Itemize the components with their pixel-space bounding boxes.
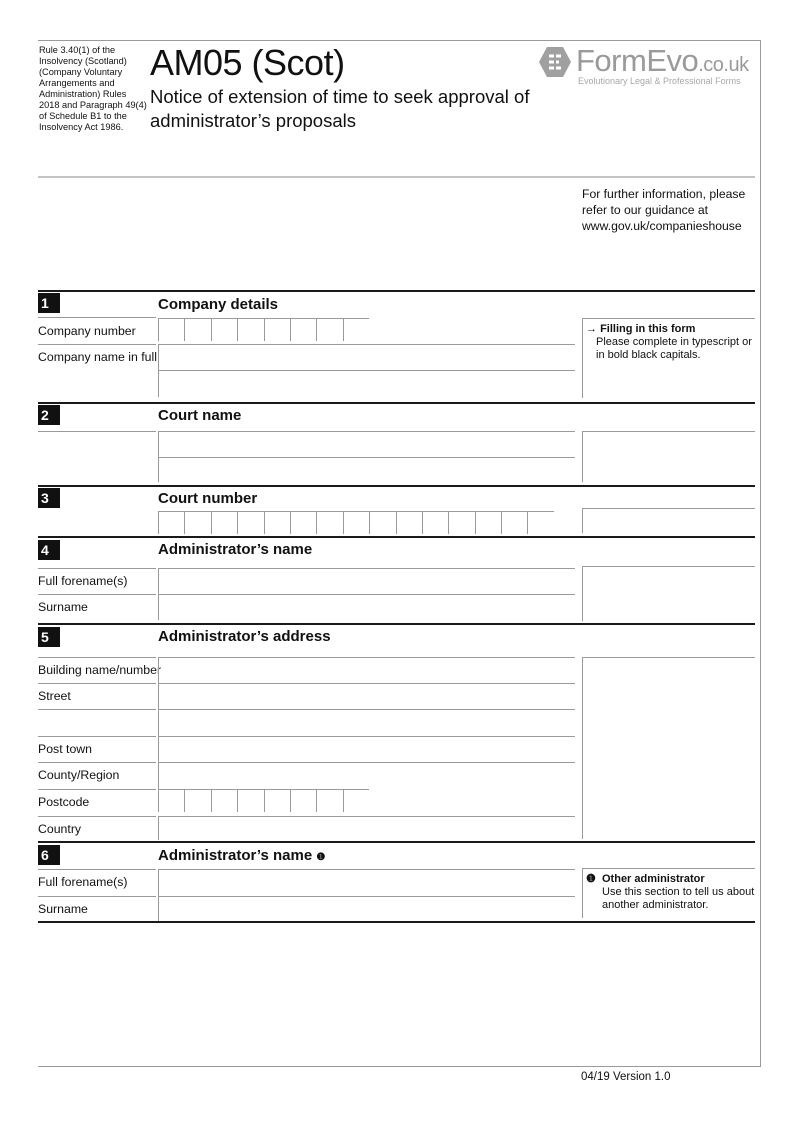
section-6-bottom-bar <box>38 921 755 923</box>
county-input[interactable] <box>158 762 575 789</box>
side-note-box <box>582 431 755 482</box>
administrator-forename-input[interactable] <box>158 568 575 594</box>
form-subtitle: Notice of extension of time to seek approval of administrator’s proposals <box>150 86 530 131</box>
formevo-logo <box>538 44 758 90</box>
character-box[interactable] <box>237 511 263 534</box>
surname-label: Surname <box>38 600 88 614</box>
county-label: County/Region <box>38 768 120 782</box>
postcode-label: Postcode <box>38 795 90 809</box>
page-frame-bottom <box>38 1066 761 1067</box>
form-code: AM05 (Scot) <box>150 42 345 83</box>
section-5-bar <box>38 623 755 625</box>
section-5-number: 5 <box>38 627 60 647</box>
info-marker-icon: ❶ <box>586 873 596 885</box>
note-title: Other administrator <box>602 873 705 885</box>
section-3-bar <box>38 485 755 487</box>
label-divider <box>38 896 156 897</box>
character-box[interactable] <box>343 789 369 812</box>
further-information-text: For further information, please refer to our guidance at www.gov.uk/companieshouse <box>582 187 746 233</box>
company-name-label: Company name in full <box>38 350 157 364</box>
section-1-number: 1 <box>38 293 60 313</box>
label-divider <box>38 431 156 432</box>
arrow-right-icon: → <box>586 323 597 335</box>
form-version: 04/19 Version 1.0 <box>581 1071 671 1083</box>
administrator-2-forename-input[interactable] <box>158 869 575 896</box>
legislation-reference: Rule 3.40(1) of the Insolvency (Scotland) (Company Voluntary Arrangements and Administration) Rules 2018 and Paragraph 49(4) of Schedule B1 to the Insolvency Act 1986. <box>39 45 147 132</box>
character-box[interactable] <box>184 318 210 341</box>
side-note-box <box>582 566 755 621</box>
section-3-title: Court number <box>158 490 258 507</box>
section-6-bar <box>38 841 755 843</box>
post-town-input[interactable] <box>158 736 575 762</box>
section-6-number: 6 <box>38 845 60 865</box>
label-divider <box>38 789 156 790</box>
street-input-line-1[interactable] <box>158 683 575 709</box>
label-divider <box>38 344 156 345</box>
character-box[interactable] <box>237 789 263 812</box>
section-2-title: Court name <box>158 407 242 424</box>
character-box[interactable] <box>211 318 237 341</box>
character-box[interactable] <box>290 789 316 812</box>
forename-label: Full forename(s) <box>38 574 128 588</box>
character-box[interactable] <box>158 789 184 812</box>
logo-word: FormEvo <box>576 43 699 78</box>
label-divider <box>38 317 156 318</box>
section-6-title-text: Administrator’s name <box>158 847 313 864</box>
note-body: Use this section to tell us about another administrator. <box>602 886 755 911</box>
character-box[interactable] <box>369 511 395 534</box>
company-number-label: Company number <box>38 324 136 338</box>
label-divider <box>38 683 156 684</box>
country-label: Country <box>38 822 82 836</box>
company-name-input-line-1[interactable] <box>158 344 575 370</box>
label-divider <box>38 869 156 870</box>
character-box[interactable] <box>264 318 290 341</box>
page-frame-right <box>760 40 761 1066</box>
logo-tld: .co.uk <box>698 54 749 76</box>
section-4-title: Administrator’s name <box>158 541 313 558</box>
court-name-input-line-1[interactable] <box>158 431 575 457</box>
character-box[interactable] <box>184 789 210 812</box>
building-input[interactable] <box>158 657 575 683</box>
other-administrator-note <box>582 868 755 918</box>
section-4-number: 4 <box>38 540 60 560</box>
character-box[interactable] <box>158 511 184 534</box>
label-divider <box>38 657 156 658</box>
post-town-label: Post town <box>38 742 92 756</box>
street-label: Street <box>38 689 71 703</box>
postcode-input[interactable] <box>158 789 369 812</box>
character-box[interactable] <box>264 789 290 812</box>
character-box[interactable] <box>290 511 316 534</box>
company-number-input[interactable] <box>158 318 369 341</box>
side-note-box <box>582 508 755 533</box>
character-box[interactable] <box>475 511 501 534</box>
side-note-box <box>582 657 755 839</box>
section-6-title <box>158 846 325 868</box>
character-box[interactable] <box>396 511 422 534</box>
character-box[interactable] <box>211 789 237 812</box>
section-3-number: 3 <box>38 488 60 508</box>
character-box[interactable] <box>448 511 474 534</box>
page-frame-top <box>38 40 761 41</box>
section-2-number: 2 <box>38 405 60 425</box>
label-divider <box>38 736 156 737</box>
street-input-line-2[interactable] <box>158 709 575 736</box>
character-box[interactable] <box>501 511 527 534</box>
note-body: Please complete in typescript or in bold black capitals. <box>596 336 752 361</box>
logo-tagline: Evolutionary Legal & Professional Forms <box>578 76 741 86</box>
label-divider <box>38 762 156 763</box>
label-divider <box>38 816 156 817</box>
header-divider <box>38 176 755 178</box>
company-name-input-line-2[interactable] <box>158 370 575 397</box>
character-box[interactable] <box>290 318 316 341</box>
label-divider <box>38 568 156 569</box>
note-title: Filling in this form <box>600 323 696 335</box>
character-box[interactable] <box>316 789 342 812</box>
character-box[interactable] <box>527 511 553 534</box>
character-box[interactable] <box>211 511 237 534</box>
court-name-input-line-2[interactable] <box>158 457 575 482</box>
section-1-title: Company details <box>158 296 279 313</box>
administrator-2-surname-input[interactable] <box>158 896 575 921</box>
administrator-surname-input[interactable] <box>158 594 575 620</box>
info-marker-icon: ❶ <box>316 852 326 863</box>
formevo-hexagon-icon <box>538 46 572 78</box>
character-box[interactable] <box>184 511 210 534</box>
filling-in-form-note <box>582 318 755 398</box>
label-divider <box>38 594 156 595</box>
court-number-input[interactable] <box>158 511 554 534</box>
section-2-bar <box>38 402 755 404</box>
forename-label: Full forename(s) <box>38 875 128 889</box>
label-divider <box>38 709 156 710</box>
country-input[interactable] <box>158 816 575 840</box>
section-1-bar <box>38 290 755 292</box>
character-box[interactable] <box>237 318 263 341</box>
character-box[interactable] <box>264 511 290 534</box>
character-box[interactable] <box>316 511 342 534</box>
character-box[interactable] <box>343 318 369 341</box>
building-label: Building name/number <box>38 663 162 677</box>
character-box[interactable] <box>158 318 184 341</box>
surname-label: Surname <box>38 902 88 916</box>
section-5-title: Administrator’s address <box>158 628 331 645</box>
character-box[interactable] <box>422 511 448 534</box>
section-4-bar <box>38 536 755 538</box>
character-box[interactable] <box>343 511 369 534</box>
character-box[interactable] <box>316 318 342 341</box>
